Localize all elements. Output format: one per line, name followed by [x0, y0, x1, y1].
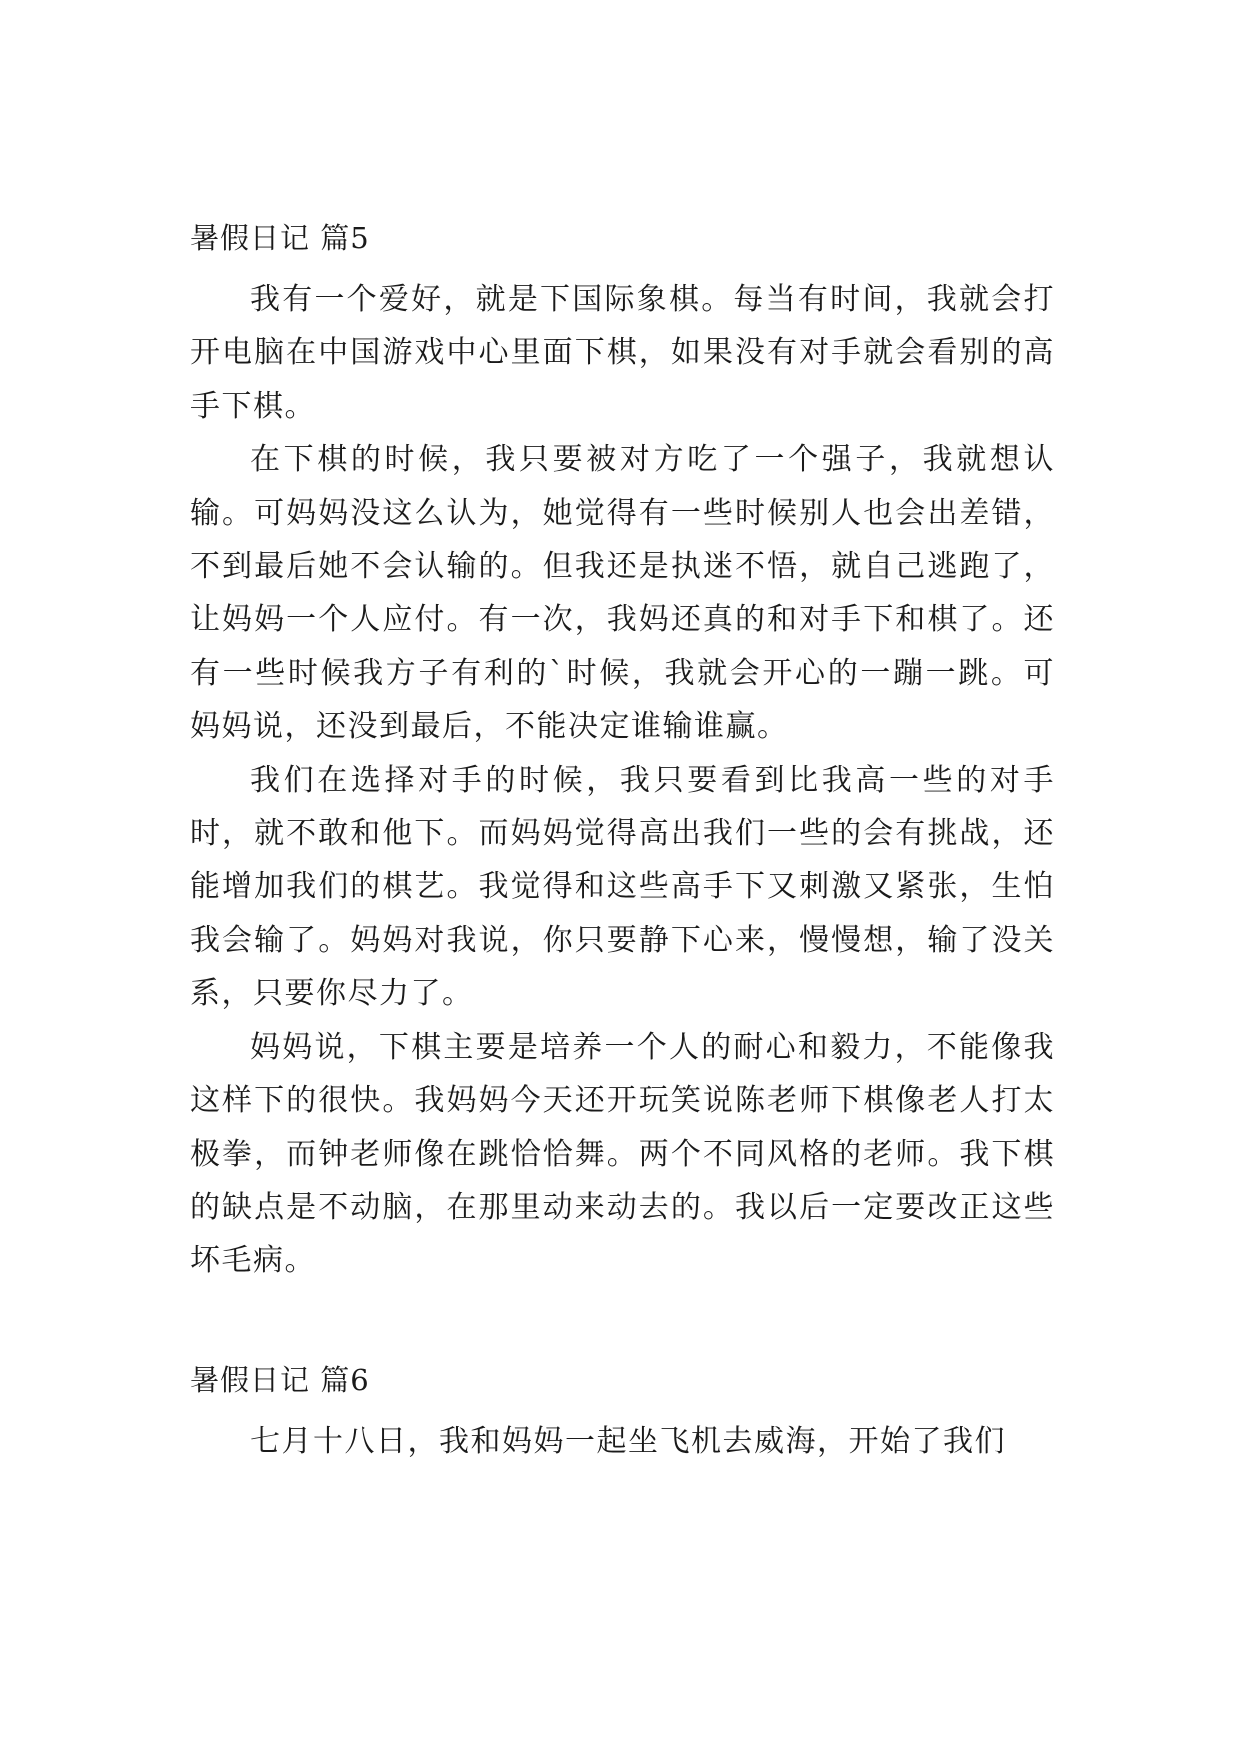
paragraph: 我们在选择对手的时候，我只要看到比我高一些的对手时，就不敢和他下。而妈妈觉得高出我们一些的会有挑战，还能增加我们的棋艺。我觉得和这些高手下又刺激又紧张，生怕我会输了。妈妈对我说，你只要静下心来，慢慢想，输了没关系，只要你尽力了。	[190, 762, 1055, 1012]
paragraph: 七月十八日，我和妈妈一起坐飞机去威海，开始了我们	[250, 1423, 1006, 1459]
entry-title: 暑假日记 篇6	[190, 1362, 370, 1397]
entry-spacer	[190, 1288, 1055, 1362]
paragraph: 我有一个爱好，就是下国际象棋。每当有时间，我就会打开电脑在中国游戏中心里面下棋，如果没有对手就会看别的高手下棋。	[190, 282, 1055, 424]
paragraph: 妈妈说，下棋主要是培养一个人的耐心和毅力，不能像我这样下的很快。我妈妈今天还开玩笑说陈老师下棋像老人打太极拳，而钟老师像在跳恰恰舞。两个不同风格的老师。我下棋的缺点是不动脑，在那里动来动去的。我以后一定要改正这些坏毛病。	[190, 1029, 1055, 1279]
diary-entry-6	[190, 1362, 1055, 1468]
entry-title: 暑假日记 篇5	[190, 221, 370, 255]
paragraph: 在下棋的时候，我只要被对方吃了一个强子，我就想认输。可妈妈没这么认为，她觉得有一些时候别人也会出差错，不到最后她不会认输的。但我还是执迷不悟，就自己逃跑了，让妈妈一个人应付。有一次，我妈还真的和对手下和棋了。还有一些时候我方子有利的`时候，我就会开心的一蹦一跳。可妈妈说，还没到最后，不能决定谁输谁赢。	[190, 442, 1055, 745]
diary-entry-5	[190, 220, 1055, 1288]
document-body	[190, 220, 1055, 1468]
